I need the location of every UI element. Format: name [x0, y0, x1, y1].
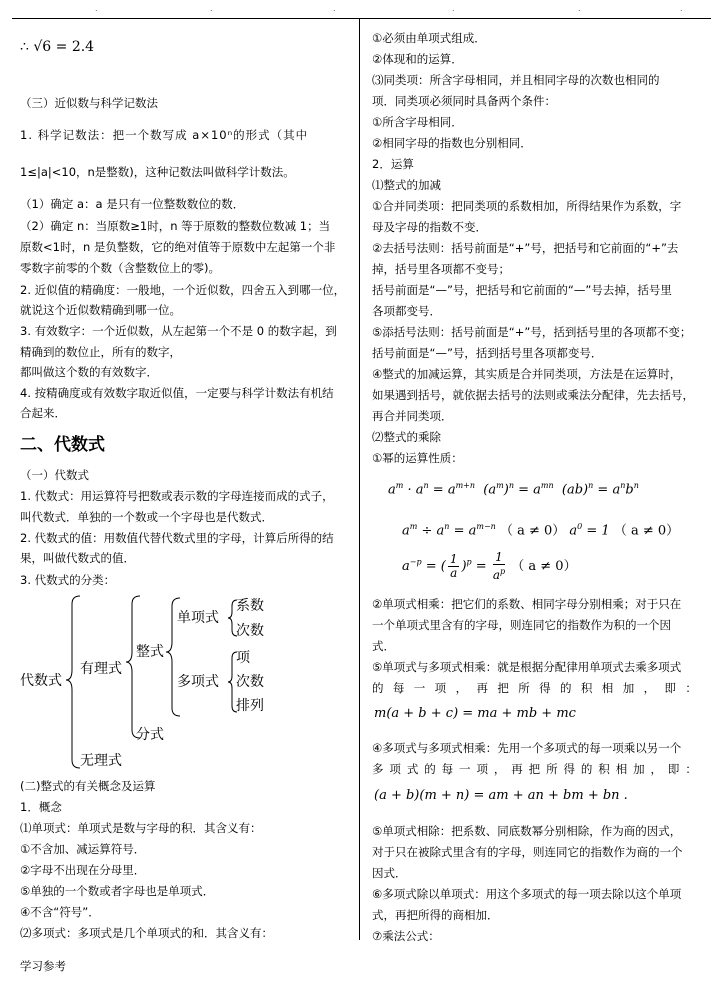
paragraph: ⑤单独的一个数或者字母也是单项式． — [20, 884, 215, 898]
paragraph: 精确到的数位止，所有的数字， — [20, 345, 181, 359]
paragraph: 3. 有效数字：一个近似数，从左起第一个不是 0 的数字起，到 — [20, 324, 337, 338]
text-glyph: 积 — [598, 762, 610, 776]
paragraph: 括号前面是“—”号，括到括号里各项都变号． — [372, 346, 603, 360]
paragraph: ⑥多项式除以单项式：用这个多项式的每一项去除以这个单项 — [372, 887, 682, 901]
paragraph: ②去括号法则：括号前面是“+”号，把括号和它前面的“+”去 — [372, 241, 679, 255]
tree-root: 代数式 — [20, 673, 62, 689]
text-glyph: 的 — [560, 681, 572, 695]
condition: （ a ≠ 0） — [613, 523, 680, 539]
text-glyph: 相 — [615, 762, 628, 776]
paragraph: 掉，括号里各项都不变号； — [372, 262, 510, 276]
text-glyph: ： — [685, 681, 697, 695]
paragraph: 叫代数式．单独的一个数或一个字母也是代数式． — [20, 510, 273, 524]
paragraph: 就说这个近似数精确到哪一位。 — [20, 303, 181, 317]
text-glyph: 每 — [392, 681, 405, 695]
paragraph: 式． — [372, 639, 395, 653]
paragraph: 括号前面是“—”号，把括号和它前面的“—”号去掉，括号里 — [372, 283, 672, 297]
text-glyph: ， — [643, 681, 656, 695]
paragraph: ①必须由单项式组成． — [372, 31, 486, 45]
section-title: ⑴整式的加减 — [372, 178, 441, 192]
text-glyph: 积 — [580, 681, 593, 695]
text-glyph: 即 — [667, 762, 680, 776]
paragraph: ⑦乘法公式： — [372, 929, 440, 943]
text-glyph: 相 — [601, 681, 614, 695]
paragraph: ①合并同类项：把同类项的系数相加，所得结果作为系数，字 — [372, 199, 682, 213]
text-glyph: 得 — [563, 762, 575, 776]
text-glyph: ， — [493, 762, 506, 776]
tree-rational: 有理式 — [80, 661, 122, 677]
text-glyph: 每 — [441, 762, 454, 776]
paragraph: （1）确定 a：a 是只有一位整数数位的数． — [20, 197, 245, 211]
paragraph: 1．概念 — [20, 800, 62, 814]
paragraph: 各项都变号． — [372, 304, 441, 318]
text-glyph: 把 — [528, 762, 541, 776]
text-glyph: ， — [455, 681, 468, 695]
text-glyph: 的 — [424, 762, 436, 776]
paragraph: 母及字母的指数不变． — [372, 220, 487, 234]
paragraph: ②相同字母的指数也分别相同． — [372, 136, 532, 150]
paragraph: 3. 代数式的分类： — [20, 573, 116, 587]
paragraph: ⑤单项式与多项式相乘：就是根据分配律用单项式去乘多项式 — [372, 660, 682, 674]
paragraph: ⑶同类项：所含字母相同，并且相同字母的次数也相同的 — [372, 73, 660, 87]
paragraph: 因式． — [372, 866, 407, 880]
text-glyph: 所 — [546, 762, 558, 776]
section-title: (二)整式的有关概念及运算 — [20, 779, 156, 793]
text-glyph: 的 — [580, 762, 593, 776]
paragraph: 2. 近似值的精确度：一般地，一个近似数，四舍五入到哪一位， — [20, 283, 346, 297]
paragraph: ④不含“符号”． — [20, 905, 100, 919]
power-formula-1: $a^m \cdot a^n = a^{m+n}$ $(a^m)^n = a^{mn}$ $(ab)^n = a^nb^n$ — [388, 481, 639, 498]
text-glyph: 式 — [406, 762, 419, 776]
text-glyph: 的 — [372, 681, 384, 695]
paragraph-justified — [372, 681, 697, 695]
footer-text: 学习参考 — [20, 959, 66, 973]
paragraph: 都叫做这个数的有效数字． — [20, 365, 158, 379]
paragraph: ②单项式相乘：把它们的系数、相同字母分别相乘；对于只在 — [372, 597, 682, 611]
paragraph: 1. 科学记数法：把一个数写成 a×10ⁿ的形式（其中 — [20, 128, 309, 142]
tree-integral: 整式 — [136, 644, 164, 660]
distributive-formula: m(a + b + c) = ma + mb + mc — [374, 706, 576, 721]
paragraph: ②字母不出现在分母里． — [20, 863, 146, 877]
power-formula-2: $a^m \div a^n = a^{m-n}$ （ a ≠ 0） $a^0 = 1$ （ a ≠ 0） — [402, 522, 680, 539]
tree-irrational: 无理式 — [80, 753, 122, 769]
tree-polynomial: 多项式 — [177, 674, 219, 690]
power-formula-3: $a^{-p}$ = ( $\frac{1}{a}$ )$^p$ = $\frac{1}{a^p}$ （ a ≠ 0） — [402, 550, 577, 582]
paragraph: 再合并同类项． — [372, 409, 453, 423]
text-glyph: 一 — [413, 681, 426, 695]
paragraph: 4. 按精确度或有效数字取近似值，一定要与科学计数法有机结 — [20, 386, 334, 400]
tree-fractional: 分式 — [136, 727, 164, 743]
paragraph: ④整式的加减运算，其实质是合并同类项，方法是在运算时， — [372, 367, 682, 381]
text-glyph: 即 — [664, 681, 676, 695]
paragraph: ④多项式与多项式相乘：先用一个多项式的每一项乘以另一个 — [372, 741, 682, 755]
paragraph: 原数<1时，n 是负整数，它的绝对值等于原数中左起第一个非 — [20, 240, 336, 254]
tree-term: 项 — [236, 650, 250, 666]
paragraph: 一个单项式里含有的字母，则连同它的指数作为积的一个因 — [372, 618, 671, 632]
text-glyph: ， — [650, 762, 662, 776]
paragraph: （2）确定 n：当原数≥1时，n 等于原数的整数位数减 1；当 — [20, 219, 331, 233]
text-glyph: ： — [685, 762, 697, 776]
paragraph: 项．同类项必须同时具备两个条件： — [372, 94, 556, 108]
paragraph: 1. 代数式：用运算符号把数或表示数的字母连接而成的式子， — [20, 489, 334, 503]
sqrt6-result: ∴ √6 = 2.4 — [20, 39, 95, 55]
paragraph: 如果遇到括号，就依据去括号的法则或乘法分配律，先去括号， — [372, 388, 694, 402]
text-glyph: 项 — [434, 681, 447, 695]
text-glyph: 项 — [389, 762, 401, 776]
text-glyph: 多 — [372, 762, 384, 776]
text-glyph: 所 — [518, 681, 530, 695]
paragraph: 对于只在被除式里含有的字母，则连同它的指数作为商的一个 — [372, 845, 683, 859]
text-glyph: 一 — [459, 762, 471, 776]
paragraph: ⑴单项式：单项式是数与字母的积．其含义有： — [20, 821, 262, 835]
section-title: ⑵整式的乘除 — [372, 430, 441, 444]
paragraph: ⑤添括号法则：括号前面是“+”号，括到括号里的各项都不变； — [372, 325, 692, 339]
text-glyph: 得 — [539, 681, 551, 695]
paragraph: 式，再把所得的商相加． — [372, 908, 499, 922]
paragraph: 零数字前零的个数（含整数位上的零)。 — [20, 261, 220, 275]
text-glyph: 加 — [622, 681, 635, 695]
tree-arrangement: 排列 — [236, 698, 264, 714]
paragraph: 果，叫做代数式的值． — [20, 551, 135, 565]
text-glyph: 再 — [476, 681, 488, 695]
paragraph: ①不含加、减运算符号． — [20, 842, 146, 856]
section-title: （一）代数式 — [20, 468, 89, 482]
condition: （ a ≠ 0） — [499, 523, 566, 539]
condition: （ a ≠ 0） — [511, 559, 577, 574]
tree-degree: 次数 — [236, 623, 264, 639]
paragraph: ②体现和的运算． — [372, 52, 463, 66]
paragraph-justified — [372, 762, 697, 776]
text-glyph: 把 — [497, 681, 509, 695]
paragraph: ⑵多项式：多项式是几个单项式的和．其含义有： — [20, 926, 273, 940]
paragraph: 合起来． — [20, 406, 66, 420]
text-glyph: 项 — [476, 762, 488, 776]
paragraph: 2. 代数式的值：用数值代替代数式里的字母，计算后所得的结 — [20, 531, 334, 545]
paragraph: ⑤单项式相除：把系数、同底数幂分别相除，作为商的因式， — [372, 824, 682, 838]
chapter-heading: 二、代数式 — [20, 435, 105, 455]
paragraph: ①所含字母相同． — [372, 115, 463, 129]
header-marks: . . . . . . — [95, 4, 683, 13]
poly-mult-formula: (a + b)(m + n) = am + an + bm + bn . — [374, 788, 628, 803]
paragraph: 1≤|a|<10，n是整数)，这种记数法叫做科学计数法。 — [20, 165, 295, 179]
tree-coefficient: 系数 — [236, 598, 264, 614]
text-glyph: 加 — [633, 762, 645, 776]
paragraph: 2．运算 — [372, 157, 414, 171]
tree-poly-degree: 次数 — [236, 674, 264, 690]
tree-monomial: 单项式 — [177, 610, 219, 626]
paragraph: ①幂的运算性质： — [372, 451, 463, 465]
section-title: （三）近似数与科学记数法 — [20, 96, 158, 110]
text-glyph: 再 — [511, 762, 523, 776]
